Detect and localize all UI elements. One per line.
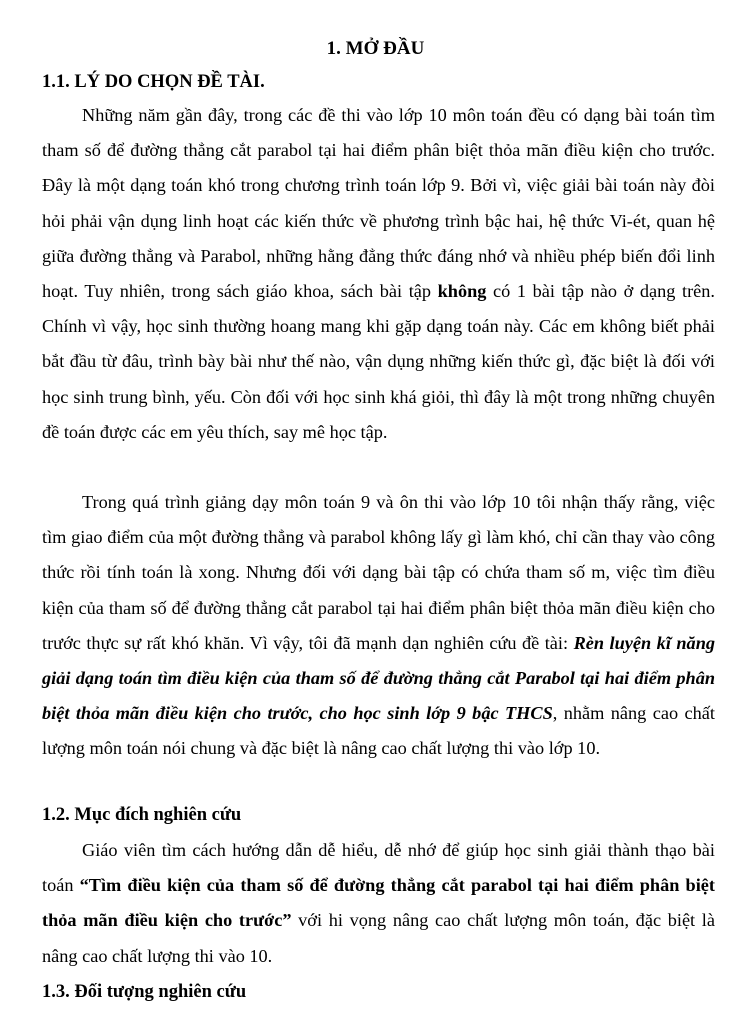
paragraph-reason-2	[42, 485, 715, 767]
paragraph-text: Giáo viên tìm cách hướng dẫn dễ hiểu, dễ nhớ để giúp học sinh giải thành thạo bài toán	[42, 840, 715, 896]
paragraph-text: có 1 bài tập nào ở dạng trên. Chính vì vậy, học sinh thường hoang mang khi gặp dạng toán này. Các em không biết phải bắt đầu từ đâu, trình bày bài như thế nào, vận dụng những kiến thức gì, đặc biệt là đối với học sinh trung bình, yếu. Còn đối với học sinh khá giỏi, thì đây là một trong những chuyên đề toán được các em yêu thích, say mê học tập.	[42, 281, 715, 442]
paragraph-text: , nhằm nâng cao chất lượng môn toán nói chung và đặc biệt là nâng cao chất lượng thi vào lớp 10.	[42, 703, 715, 759]
paragraph-text: với hi vọng nâng cao chất lượng môn toán, đặc biệt là nâng cao chất lượng thi vào 10.	[42, 910, 716, 966]
section-heading-1-3: 1.3. Đối tượng nghiên cứu	[42, 982, 247, 1002]
paragraph-text: Những năm gần đây, trong các đề thi vào lớp 10 môn toán đều có dạng bài toán tìm tham số để đường thẳng cắt parabol tại hai điểm phân biệt thỏa mãn điều kiện cho trước. Đây là một dạng toán khó trong chương trình toán lớp 9. Bởi vì, việc giải bài toán này đòi hỏi phải vận dụng linh hoạt các kiến thức về phương trình bậc hai, hệ thức Vi-ét, quan hệ giữa đường thẳng và Parabol, những hằng đẳng thức đáng nhớ và nhiều phép biến đổi linh hoạt. Tuy nhiên, trong sách giáo khoa, sách bài tập	[42, 105, 715, 302]
paragraph-purpose	[42, 833, 715, 974]
bold-problem-statement: “Tìm điều kiện của tham số để đường thẳng cắt parabol tại hai điểm phân biệt thỏa mãn điều kiện cho trước”	[42, 875, 715, 931]
section-heading-1-2: 1.2. Mục đích nghiên cứu	[42, 805, 242, 825]
paragraph-reason-1	[42, 98, 715, 450]
paragraph-text: Trong quá trình giảng dạy môn toán 9 và ôn thi vào lớp 10 tôi nhận thấy rằng, việc tìm giao điểm của một đường thẳng và parabol không lấy gì làm khó, chỉ cần thay vào công thức rồi tính toán là xong. Nhưng đối với dạng bài tập có chứa tham số m, việc tìm điều kiện của tham số để đường thẳng cắt parabol tại hai điểm phân biệt thỏa mãn điều kiện cho trước thực sự rất khó khăn. Vì vậy, tôi đã mạnh dạn nghiên cứu đề tài:	[42, 492, 715, 653]
page-title: 1. MỞ ĐẦU	[326, 38, 425, 59]
bold-text: không	[437, 281, 487, 302]
section-heading-1-1: 1.1. LÝ DO CHỌN ĐỀ TÀI.	[42, 72, 265, 92]
topic-title: Rèn luyện kĩ năng giải dạng toán tìm điều kiện của tham số để đường thẳng cắt Parabol tại hai điểm phân biệt thỏa mãn điều kiện cho trước, cho học sinh lớp 9 bậc THCS	[42, 632, 715, 724]
